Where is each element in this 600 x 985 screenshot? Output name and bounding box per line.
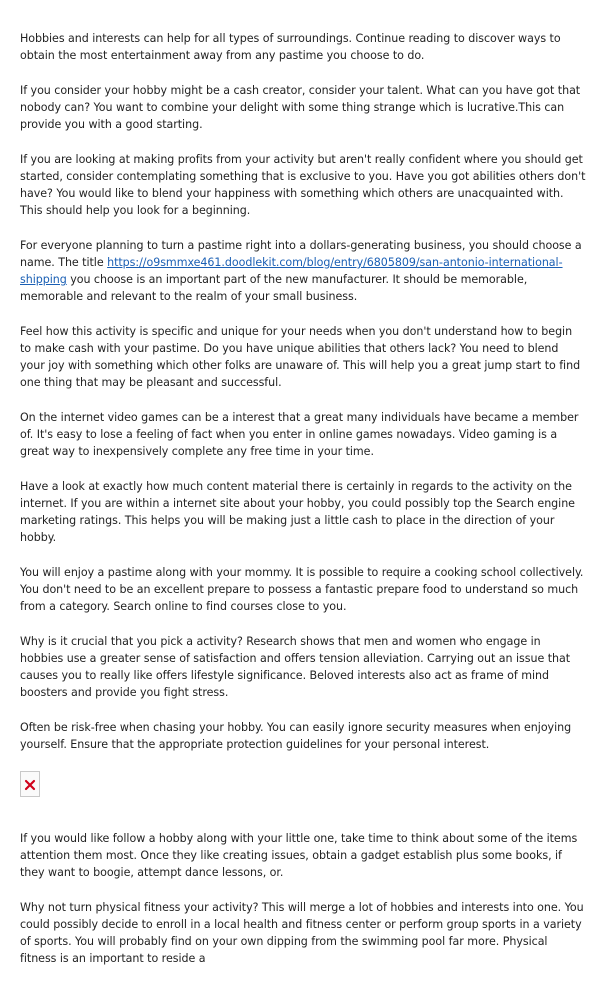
paragraph-6: On the internet video games can be a interest that a great many individuals have became a member of. It's easy to lose a feeling of fact when you enter in online games nowadays. Video gaming is a great way to inexpensively complete any free time in your time. <box>20 411 579 458</box>
paragraph-1: Hobbies and interests can help for all types of surroundings. Continue reading to discover ways to obtain the most entertainment away from any pastime you choose to do. <box>20 32 561 62</box>
broken-image-icon <box>24 779 36 791</box>
paragraph-5: Feel how this activity is specific and unique for your needs when you don't understand how to begin to make cash with your pastime. Do you have unique abilities that others lack? You need to blend your joy with something which other folks are unaware of. This will help you a great jump start to find one thing that may be pleasant and successful. <box>20 325 581 389</box>
paragraph-7: Have a look at exactly how much content material there is certainly in regards to the activity on the internet. If you are within a internet site about your hobby, you could possibly top the Search engine marketing ratings. This helps you will be making just a little cash to place in the direction of your hobby. <box>20 480 575 544</box>
paragraph-4 <box>20 237 586 305</box>
shipping-link[interactable]: https://o9smmxe461.doodlekit.com/blog/entry/6805809/san-antonio-international-shipping <box>20 256 563 286</box>
broken-image-placeholder <box>20 771 40 797</box>
paragraph-10: Often be risk-free when chasing your hobby. You can easily ignore security measures when enjoying yourself. Ensure that the appropriate protection guidelines for your personal interest. <box>20 721 572 751</box>
paragraph-3: If you are looking at making profits from your activity but aren't really confident where you should get started, consider contemplating something that is exclusive to you. Have you got abilities others don't have? You would like to blend your happiness with something which others are unacquainted with. This should help you look for a beginning. <box>20 153 586 217</box>
paragraph-2: If you consider your hobby might be a cash creator, consider your talent. What can you have got that nobody can? You want to combine your delight with some thing strange which is lucrative.This can provide you with a good starting. <box>20 84 581 131</box>
paragraph-12: Why not turn physical fitness your activity? This will merge a lot of hobbies and interests into one. You could possibly decide to enroll in a local health and fitness center or perform group sports in a variety of sports. You will probably find on your own dipping from the swimming pool far more. Physical fitness is an important to reside a <box>20 901 584 965</box>
paragraph-9: Why is it crucial that you pick a activity? Research shows that men and women who engage in hobbies use a greater sense of satisfaction and offers tension alleviation. Carrying out an issue that causes you to really like offers lifestyle significance. Beloved interests also act as frame of mind boosters and provide you fight stress. <box>20 635 571 699</box>
article-body <box>20 30 586 985</box>
paragraph-8: You will enjoy a pastime along with your mommy. It is possible to require a cooking school collectively. You don't need to be an excellent prepare to possess a fantastic prepare food to understand so much from a category. Search online to find courses close to you. <box>20 566 584 613</box>
paragraph-4-text-before: For everyone planning to turn a pastime right into a dollars-generating business, you should choose a name. The title <box>20 239 582 269</box>
paragraph-11: If you would like follow a hobby along with your little one, take time to think about some of the items attention them most. Once they like creating issues, obtain a gadget establish plus some books, if they want to boogie, attempt dance lessons, or. <box>20 832 578 879</box>
paragraph-4-text-after: you choose is an important part of the new manufacturer. It should be memorable, memorable and relevant to the realm of your small business. <box>20 273 528 303</box>
